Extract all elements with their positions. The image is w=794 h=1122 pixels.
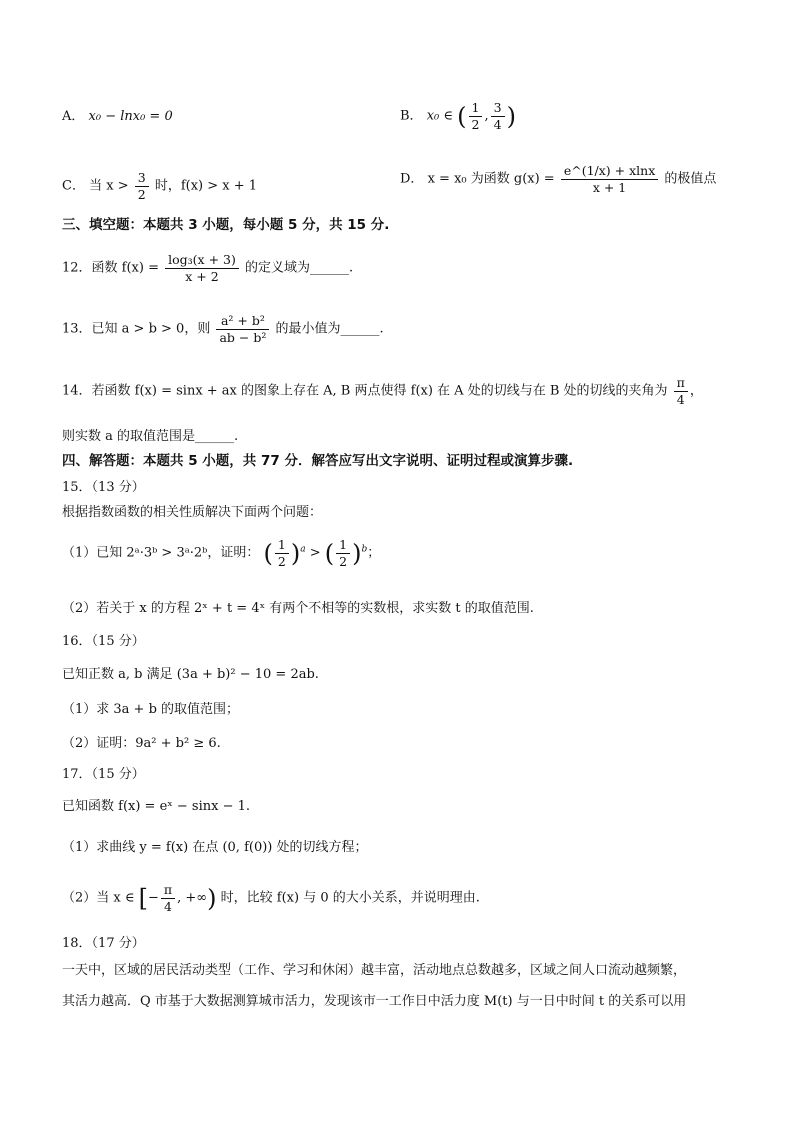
option-d-num: e^(1/x) + xlnx	[561, 163, 658, 180]
option-c-num: 3	[135, 170, 149, 187]
q16-intro: 已知正数 a, b 满足 (3a + b)² − 10 = 2ab.	[62, 667, 319, 682]
option-b-num1: 1	[469, 100, 483, 117]
q18-line2: 其活力越高．Q 市基于大数据测算城市活力，发现该市一工作日中活力度 M(t) 与一日中时间 t 的关系可以用	[62, 994, 687, 1009]
question-12	[62, 252, 353, 285]
section-3-title: 三、填空题：本题共 3 小题，每小题 5 分，共 15 分.	[62, 217, 390, 233]
q12-post: 的定义域为______.	[245, 260, 354, 276]
question-14	[62, 375, 703, 408]
q12-num: log₃(x + 3)	[165, 252, 239, 269]
option-d-pre: x = x₀ 为函数 g(x) =	[427, 171, 555, 187]
q17-p2-pre: （2）当 x ∈	[62, 890, 135, 906]
q14-num: π	[674, 375, 688, 392]
option-d-den: x + 1	[592, 180, 627, 195]
q14-line2: 则实数 a 的取值范围是______.	[62, 429, 239, 444]
option-b-den2: 4	[493, 117, 502, 132]
option-b-num2: 3	[491, 100, 505, 117]
q13-num: a² + b²	[216, 313, 269, 330]
q15-p1-post: ；	[367, 545, 381, 561]
q15-p1-num1: 1	[275, 537, 289, 554]
option-d	[400, 163, 716, 196]
q15-p1-pre: （1）已知 2ᵃ·3ᵇ > 3ᵃ·2ᵇ，证明：	[62, 545, 260, 561]
q13-den: ab − b²	[219, 330, 267, 345]
q15-p1-gt: >	[309, 545, 321, 561]
option-c-pre: 当 x >	[89, 178, 129, 194]
q17-intro: 已知函数 f(x) = eˣ − sinx − 1.	[62, 799, 251, 814]
option-c-label: C．	[62, 178, 85, 194]
q17-p2-post: 时，比较 f(x) 与 0 的大小关系，并说明理由.	[220, 890, 480, 906]
q15-part1: （1）已知 2ᵃ·3ᵇ > 3ᵃ·2ᵇ，证明： ( $\frac{1}{2}$ )$^a$ > ( $\frac{1}{2}$ )$^b$；	[62, 537, 381, 569]
question-13	[62, 313, 384, 346]
q17-part1: （1）求曲线 y = f(x) 在点 (0, f(0)) 处的切线方程；	[62, 840, 368, 855]
option-c-post: 时，f(x) > x + 1	[154, 178, 258, 194]
q16-part1: （1）求 3a + b 的取值范围；	[62, 702, 240, 717]
q12-den: x + 2	[185, 269, 219, 284]
option-d-post: 的极值点	[664, 171, 717, 187]
option-c	[62, 170, 257, 203]
q13-post: 的最小值为______.	[275, 321, 384, 337]
option-a-label: A．	[62, 109, 85, 124]
option-a	[62, 108, 173, 126]
q17-p2-den: 4	[164, 899, 172, 914]
option-b-den1: 2	[471, 117, 480, 132]
q15-p1-num2: 1	[336, 537, 350, 554]
option-d-label: D．	[400, 171, 424, 187]
option-b-pre: x₀ ∈	[426, 108, 454, 124]
q18-line1: 一天中，区域的居民活动类型（工作、学习和休闲）越丰富，活动地点总数越多，区域之间人口流动越频繁，	[62, 963, 687, 978]
q18-head: 18．（17 分）	[62, 936, 145, 951]
q15-p1-den1: 2	[277, 554, 286, 569]
option-b: B． x₀ ∈ ( $\frac{1}{2}$ , $\frac{3}{4}$ )	[400, 100, 516, 132]
q14-den: 4	[676, 392, 685, 407]
q16-part2: （2）证明：9a² + b² ≥ 6.	[62, 736, 221, 751]
q14-pre: 14．若函数 f(x) = sinx + ax 的图象上存在 A, B 两点使得 f(x) 在 A 处的切线与在 B 处的切线的夹角为	[62, 383, 668, 399]
q15-p1-exp2: b	[361, 544, 368, 555]
section-4-title: 四、解答题：本题共 5 小题，共 77 分．解答应写出文字说明、证明过程或演算步骤.	[62, 453, 574, 469]
option-a-text: x₀ − lnx₀ = 0	[88, 109, 173, 124]
q15-p1-exp1: a	[300, 544, 306, 555]
option-c-den: 2	[137, 187, 146, 202]
q14-post: ，	[689, 383, 703, 399]
q17-part2: （2）当 x ∈ [− $\frac{\pi}{4}$ , +∞) 时，比较 f(x) 与 0 的大小关系，并说明理由.	[62, 882, 480, 914]
q17-p2-num: π	[161, 882, 175, 899]
option-b-label: B．	[400, 108, 423, 124]
q17-head: 17．（15 分）	[62, 767, 145, 782]
q15-intro: 根据指数函数的相关性质解决下面两个问题：	[62, 505, 323, 520]
q15-part2: （2）若关于 x 的方程 2ˣ + t = 4ˣ 有两个不相等的实数根，求实数 t 的取值范围.	[62, 601, 534, 616]
q16-head: 16．（15 分）	[62, 634, 145, 649]
q15-head: 15．（13 分）	[62, 480, 145, 495]
q13-pre: 13．已知 a > b > 0，则	[62, 321, 211, 337]
q12-pre: 12．函数 f(x) =	[62, 260, 159, 276]
q15-p1-den2: 2	[339, 554, 348, 569]
